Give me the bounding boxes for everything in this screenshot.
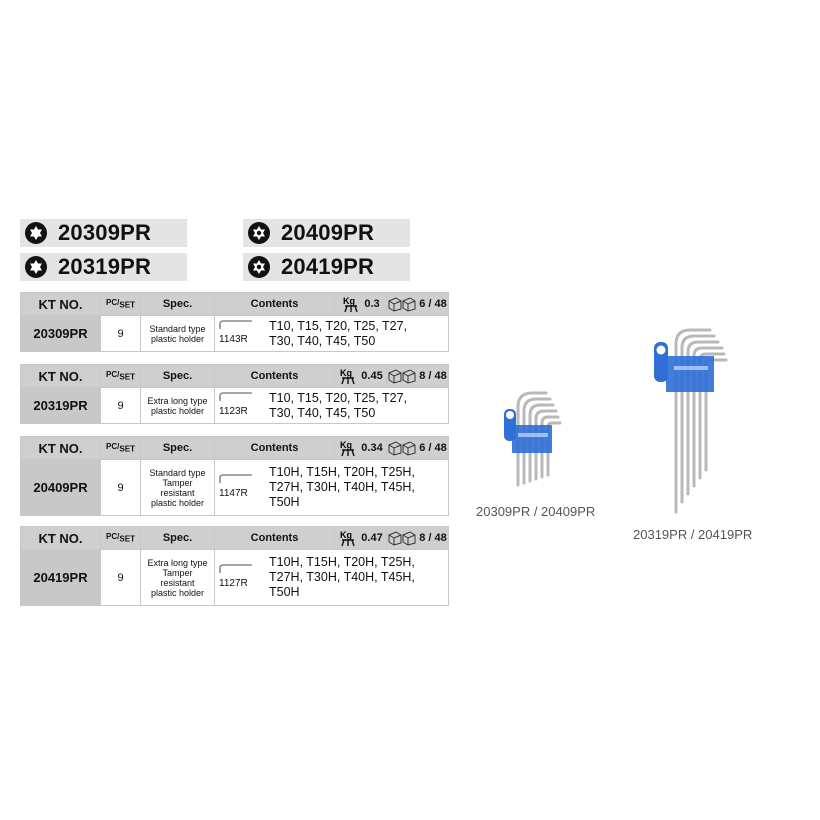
hex-key-icon — [219, 392, 253, 402]
spec-cell: Extra long type Tamper resistant plastic holder — [141, 550, 215, 606]
kt-no-cell: 20309PR — [21, 316, 101, 352]
model-name: 20309PR — [58, 220, 152, 245]
pcs-cell: 9 — [101, 388, 141, 424]
box-pack-icon — [388, 368, 416, 384]
header-kt-no: KT NO. — [21, 527, 101, 550]
header-contents: Contents — [215, 365, 335, 388]
spec-table-20319PR — [20, 364, 449, 424]
header-spec: Spec. — [141, 527, 215, 550]
header-weight — [335, 527, 387, 550]
table-row — [21, 460, 449, 516]
torx-solid-icon — [24, 255, 48, 279]
svg-text:Kg: Kg — [343, 296, 356, 306]
svg-text:Kg: Kg — [340, 368, 353, 378]
model-tag-20419PR — [243, 253, 410, 281]
pack-value: 8 / 48 — [419, 370, 447, 382]
pcs-cell: 9 — [101, 460, 141, 516]
torx-solid-icon — [24, 221, 48, 245]
header-kt-no: KT NO. — [21, 365, 101, 388]
spec-cell: Standard type plastic holder — [141, 316, 215, 352]
pack-value: 6 / 48 — [419, 298, 447, 310]
torx-tamper-icon — [247, 221, 271, 245]
header-pc-set: $PC/_{SET}$ — [101, 437, 141, 460]
kt-no-cell: 20419PR — [21, 550, 101, 606]
pcs-cell: 9 — [101, 550, 141, 606]
hex-key-icon — [219, 564, 253, 574]
kt-no-cell: 20409PR — [21, 460, 101, 516]
model-tag-20409PR — [243, 219, 410, 247]
header-spec: Spec. — [141, 437, 215, 460]
header-spec: Spec. — [141, 293, 215, 316]
scale-weight-icon — [338, 367, 358, 385]
weight-value: 0.47 — [361, 532, 383, 544]
short-set-caption: 20309PR / 20409PR — [476, 504, 596, 519]
part-code: 1127R — [219, 578, 248, 589]
table-header-row — [21, 527, 449, 550]
header-contents: Contents — [215, 293, 335, 316]
short-key-set-image — [490, 385, 570, 500]
long-key-set-image — [648, 322, 738, 522]
weight-value: 0.34 — [361, 442, 383, 454]
contents-cell: 1147R T10H, T15H, T20H, T25H, T27H, T30H, T40H, T45H, T50H — [215, 460, 449, 516]
header-kt-no: KT NO. — [21, 437, 101, 460]
box-pack-icon — [388, 440, 416, 456]
spec-table-20419PR — [20, 526, 449, 606]
svg-text:Kg: Kg — [340, 440, 353, 450]
table-row — [21, 388, 449, 424]
contents-cell: 1123R T10, T15, T20, T25, T27, T30, T40, T45, T50 — [215, 388, 449, 424]
scale-weight-icon — [338, 439, 358, 457]
table-header-row — [21, 293, 449, 316]
pcs-cell: 9 — [101, 316, 141, 352]
weight-value: 0.45 — [361, 370, 383, 382]
box-pack-icon — [388, 530, 416, 546]
contents-cell: 1143R T10, T15, T20, T25, T27, T30, T40, T45, T50 — [215, 316, 449, 352]
part-code: 1143R — [219, 334, 248, 345]
spec-cell: Standard type Tamper resistant plastic holder — [141, 460, 215, 516]
spec-table-20309PR — [20, 292, 449, 352]
header-weight — [335, 293, 387, 316]
model-tag-20319PR — [20, 253, 187, 281]
header-weight — [335, 365, 387, 388]
header-pc-set: $PC/_{SET}$ — [101, 527, 141, 550]
spec-cell: Extra long type plastic holder — [141, 388, 215, 424]
header-pack — [387, 527, 449, 550]
header-weight — [335, 437, 387, 460]
hex-key-icon — [219, 474, 253, 484]
header-spec: Spec. — [141, 365, 215, 388]
scale-weight-icon — [341, 295, 361, 313]
table-row — [21, 316, 449, 352]
part-code: 1147R — [219, 488, 248, 499]
model-name: 20409PR — [281, 220, 375, 245]
header-pack — [387, 365, 449, 388]
model-name: 20319PR — [58, 254, 152, 279]
table-header-row — [21, 437, 449, 460]
torx-tamper-icon — [247, 255, 271, 279]
header-pack — [387, 437, 449, 460]
svg-text:Kg: Kg — [340, 530, 353, 540]
header-pc-set: $PC/_{SET}$ — [101, 365, 141, 388]
box-pack-icon — [388, 296, 416, 312]
pack-value: 6 / 48 — [419, 442, 447, 454]
header-pc-set: $PC/_{SET}$ — [101, 293, 141, 316]
table-row — [21, 550, 449, 606]
header-kt-no: KT NO. — [21, 293, 101, 316]
contents-cell: 1127R T10H, T15H, T20H, T25H, T27H, T30H, T40H, T45H, T50H — [215, 550, 449, 606]
part-code: 1123R — [219, 406, 248, 417]
spec-table-20409PR — [20, 436, 449, 516]
weight-value: 0.3 — [364, 298, 380, 310]
header-contents: Contents — [215, 527, 335, 550]
header-contents: Contents — [215, 437, 335, 460]
pack-value: 8 / 48 — [419, 532, 447, 544]
header-pack — [387, 293, 449, 316]
scale-weight-icon — [338, 529, 358, 547]
kt-no-cell: 20319PR — [21, 388, 101, 424]
long-set-caption: 20319PR / 20419PR — [633, 527, 753, 542]
model-name: 20419PR — [281, 254, 375, 279]
table-header-row — [21, 365, 449, 388]
model-tag-20309PR — [20, 219, 187, 247]
hex-key-icon — [219, 320, 253, 330]
